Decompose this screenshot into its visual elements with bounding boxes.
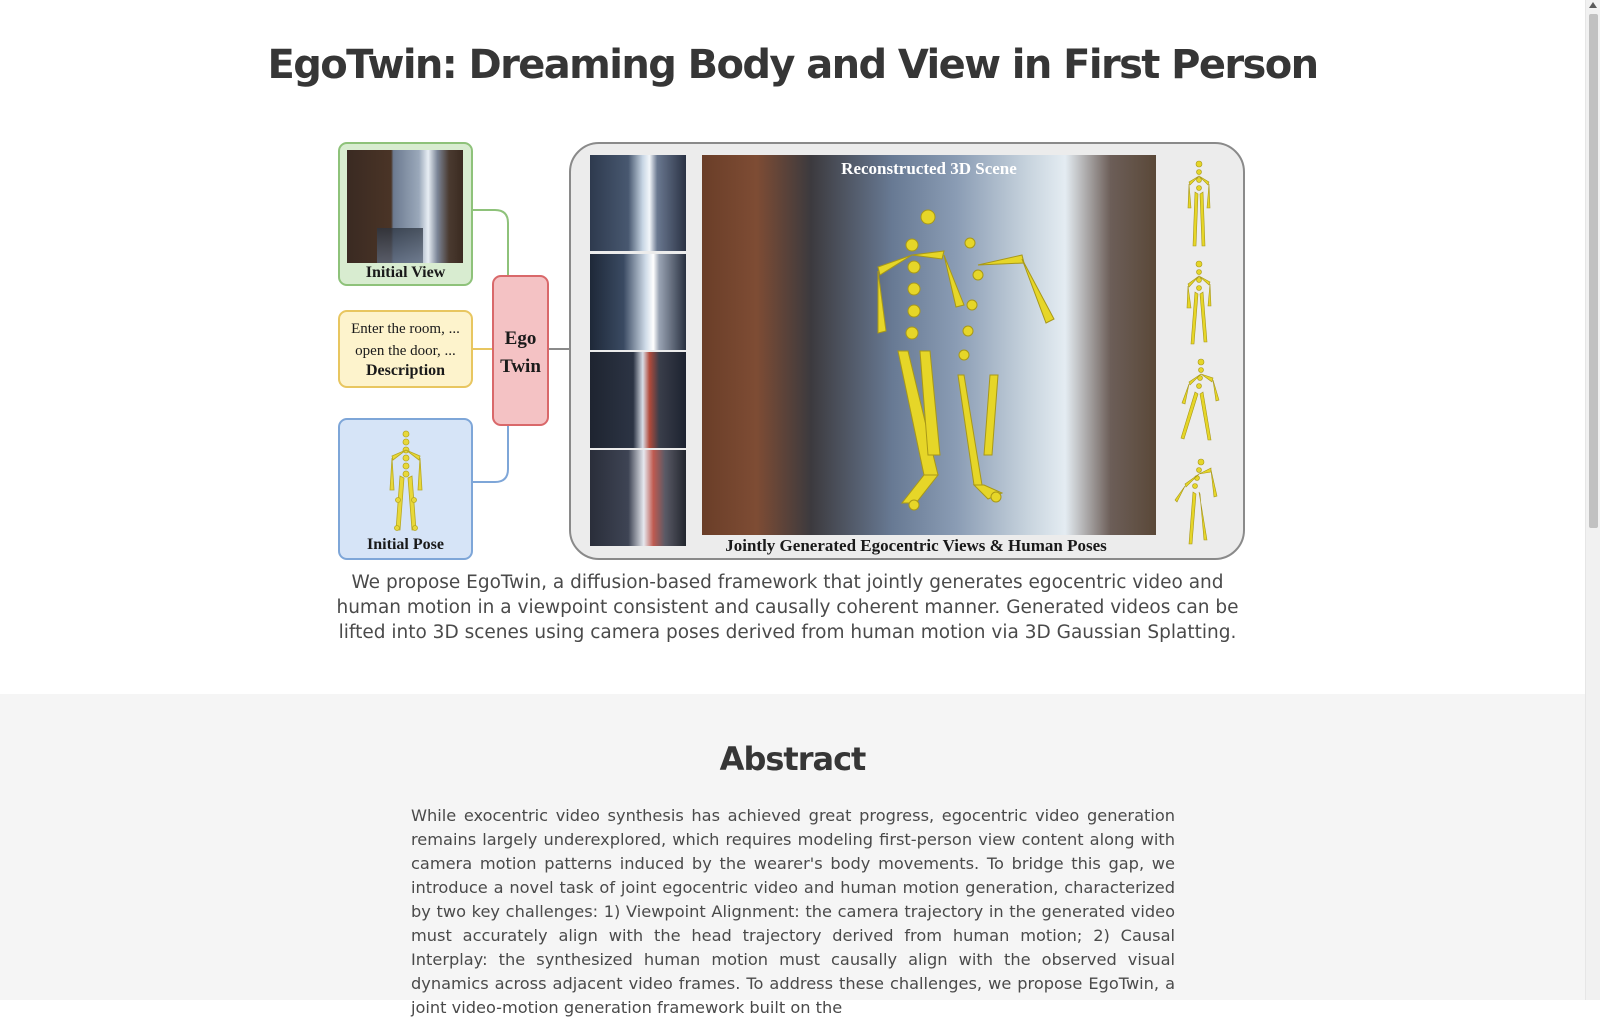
generated-output-panel	[569, 142, 1245, 560]
egotwin-model-label	[494, 325, 547, 381]
abstract-heading: Abstract	[719, 740, 866, 778]
scene-title: Reconstructed 3D Scene	[841, 159, 1017, 178]
description-line-1: Enter the room, ...	[351, 321, 460, 337]
ego-line-1: Ego	[504, 328, 537, 349]
reconstructed-scene-image	[702, 155, 1156, 535]
scroll-up-arrow-icon[interactable]	[1589, 2, 1597, 8]
initial-pose-label: Initial Pose	[367, 536, 444, 553]
page-title: EgoTwin: Dreaming Body and View in First Person	[267, 42, 1318, 88]
initial-view-box	[338, 142, 473, 286]
description-label: Description	[365, 362, 446, 379]
generated-frame-4	[590, 450, 686, 546]
initial-view-image	[347, 150, 463, 263]
description-line-2: open the door, ...	[355, 343, 456, 359]
panel-caption: Jointly Generated Egocentric Views & Human Poses	[725, 536, 1107, 555]
generated-pose-sequence	[1171, 156, 1227, 556]
scrollbar-thumb[interactable]	[1589, 14, 1598, 528]
description-box	[338, 310, 473, 388]
generated-frame-3	[590, 352, 686, 448]
scene-skeleton-trajectory	[702, 155, 1156, 535]
initial-view-label: Initial View	[365, 264, 446, 281]
egotwin-model-box	[492, 275, 549, 426]
generated-frame-2	[590, 254, 686, 350]
generated-frame-1	[590, 155, 686, 251]
teaser-figure	[330, 140, 1245, 560]
abstract-text: While exocentric video synthesis has achieved great progress, egocentric video generation remains largely underexplored, which requires modeling first-person view content along with camera motion patterns induced by the wearer's body movements. To bridge this gap, we introduce a novel task of joint egocentric video and human motion generation, characterized by two key challenges: 1) Viewpoint Alignment: the camera trajectory in the generated video must accurately align with the head trajectory derived from human motion; 2) Causal Interplay: the synthesized human motion must causally align with the observed visual dynamics across adjacent video frames. To address these challenges, we propose EgoTwin, a joint video-motion generation framework built on the	[411, 806, 1175, 1017]
vertical-scrollbar[interactable]	[1585, 0, 1600, 1000]
abstract-section	[0, 694, 1585, 1017]
initial-pose-skeleton	[340, 420, 475, 535]
initial-pose-box	[338, 418, 473, 560]
description-text	[340, 318, 471, 362]
ego-line-2: Twin	[500, 356, 541, 377]
teaser-caption: We propose EgoTwin, a diffusion-based framework that jointly generates egocentric video and human motion in a viewpoint consistent and causally coherent manner. Generated videos can be lifted into 3D scenes using camera poses derived from human motion via 3D Gaussian Splatting.	[336, 572, 1239, 643]
